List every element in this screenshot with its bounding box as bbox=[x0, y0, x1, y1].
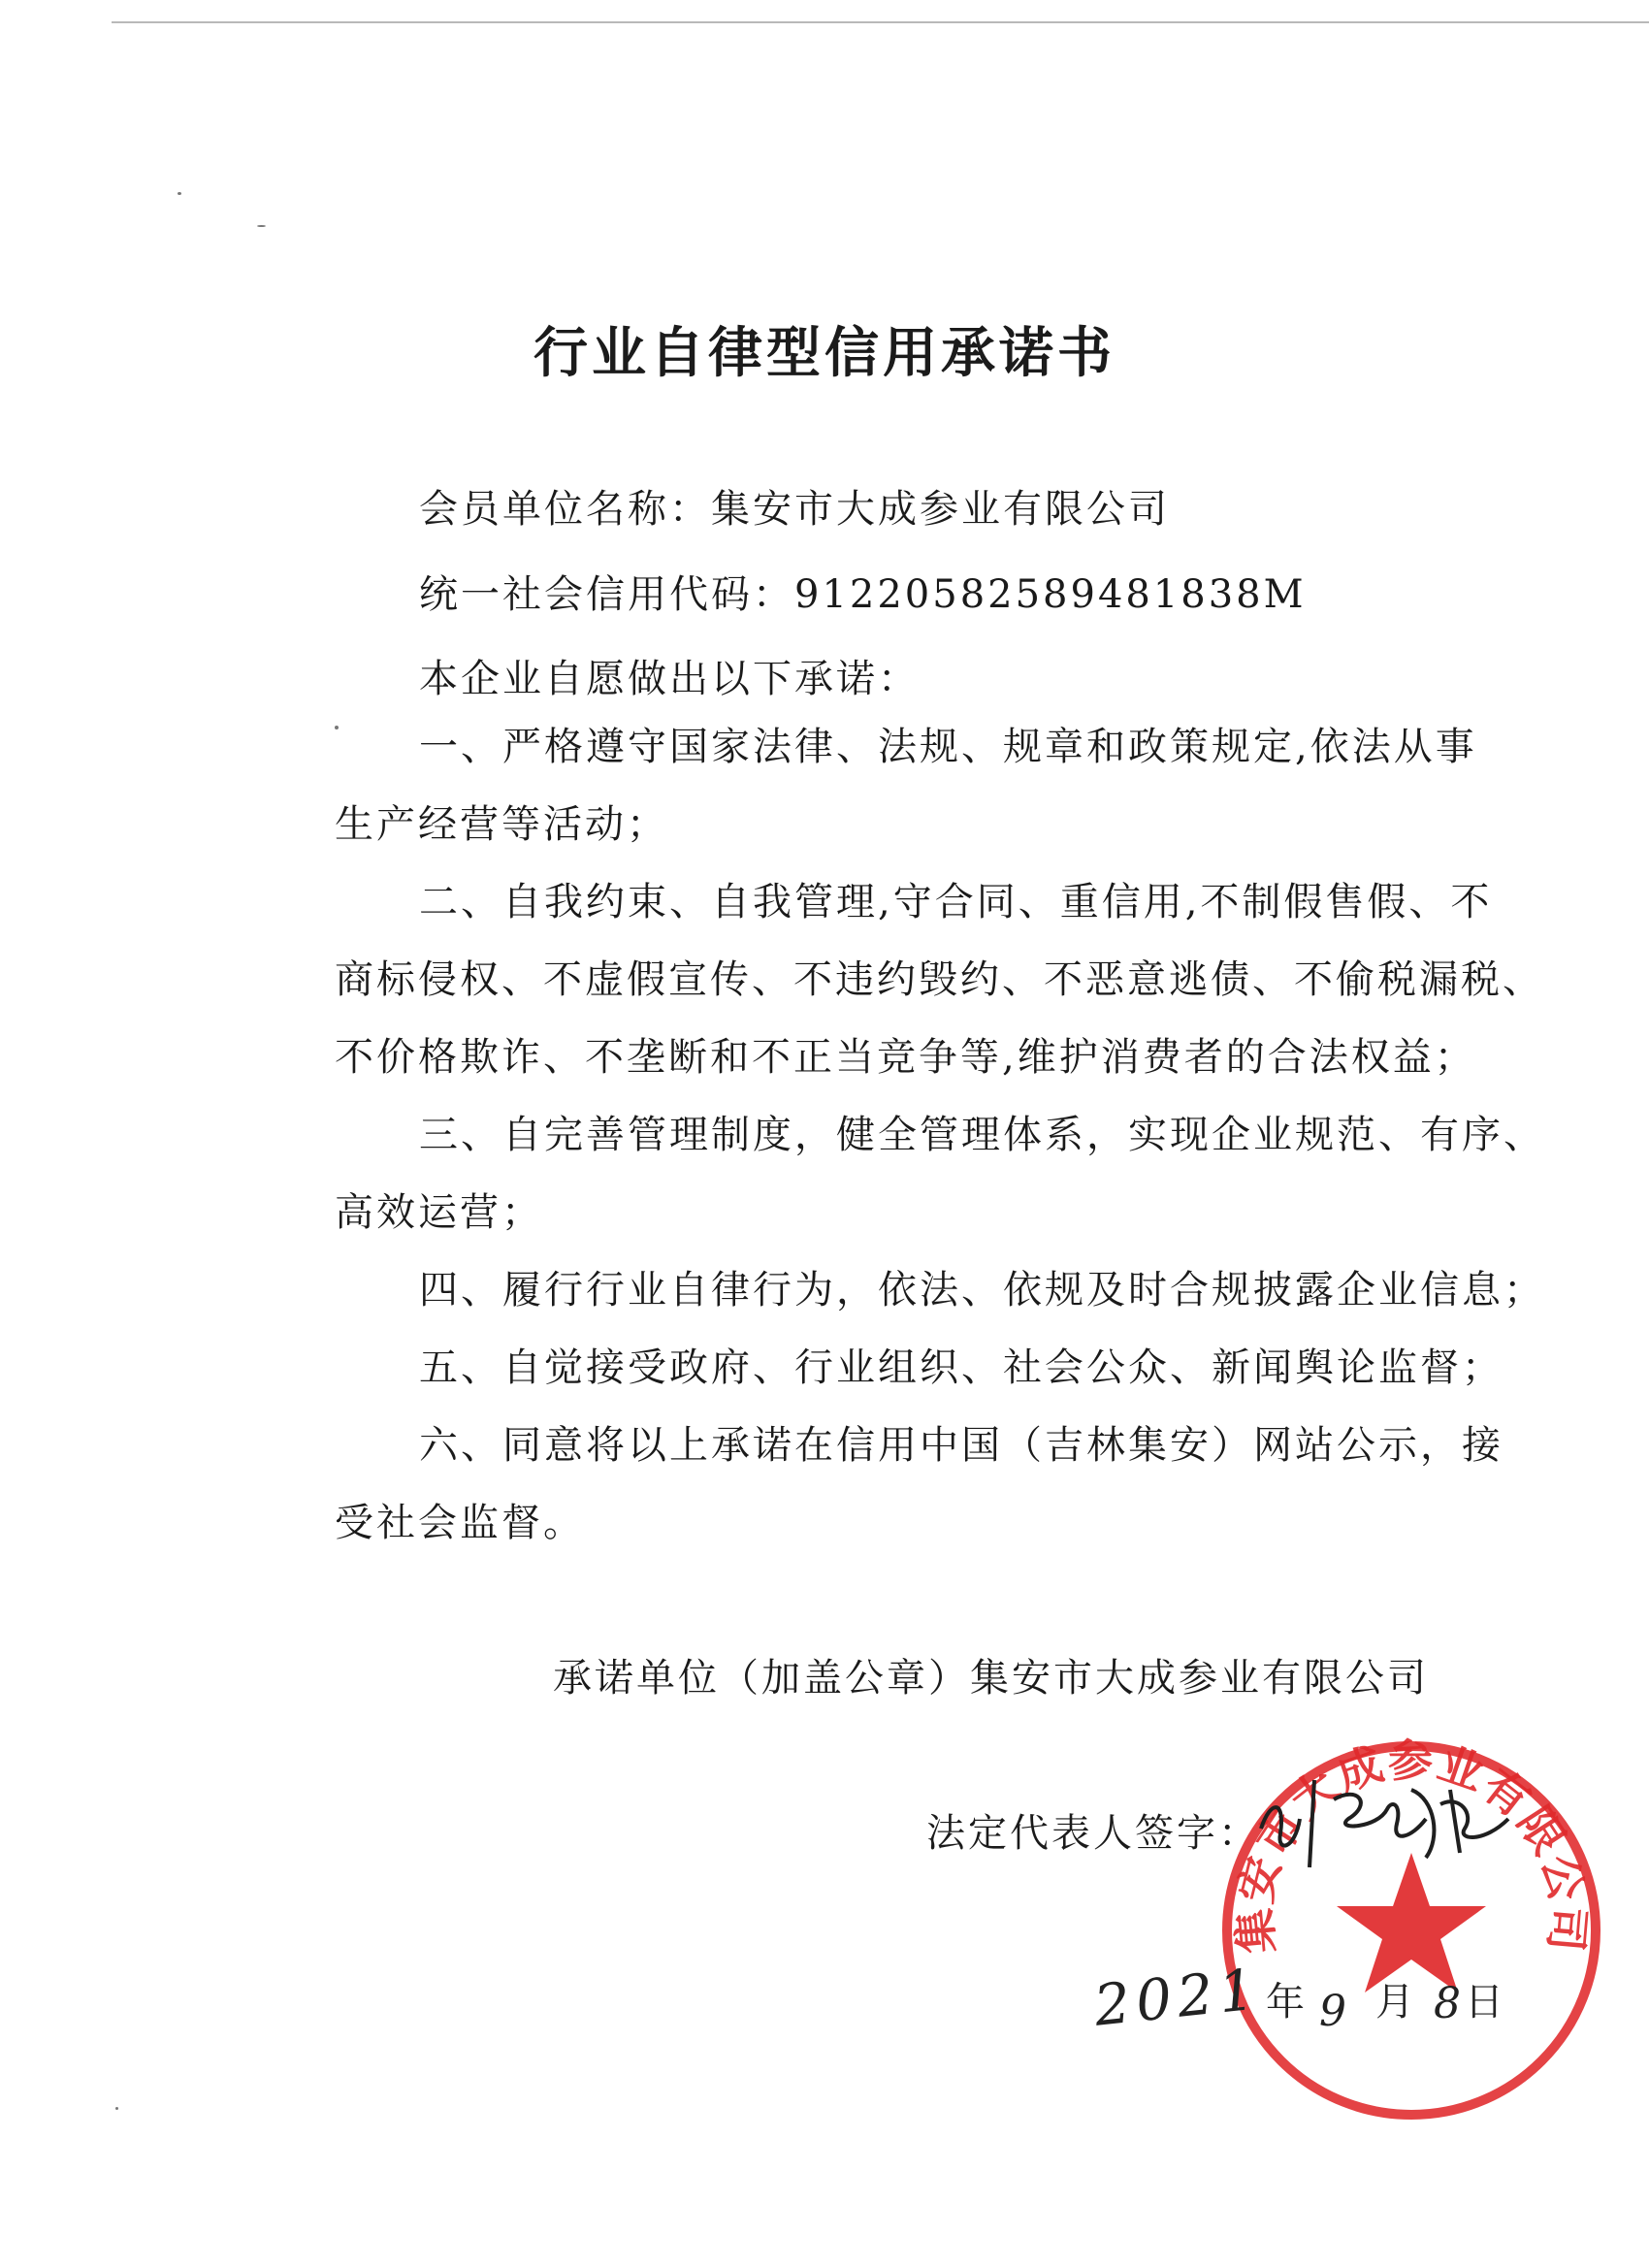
scan-speck bbox=[257, 225, 266, 227]
date-year-unit: 年 bbox=[1266, 1980, 1305, 2025]
scan-speck bbox=[178, 192, 181, 195]
member-unit-line: 会员单位名称：集安市大成参业有限公司 bbox=[419, 487, 1170, 532]
scan-speck bbox=[115, 2107, 118, 2110]
paragraph-line: 六、同意将以上承诺在信用中国（吉林集安）网站公示，接 bbox=[419, 1423, 1504, 1468]
seal-text: 集安市大成参业有限公司 bbox=[1227, 1736, 1596, 1956]
document-title: 行业自律型信用承诺书 bbox=[534, 322, 1116, 385]
date-day-unit: 日 bbox=[1465, 1980, 1504, 2025]
paragraph-line: 一、严格遵守国家法律、法规、规章和政策规定,依法从事 bbox=[419, 725, 1477, 769]
handwritten-signature bbox=[1242, 1761, 1533, 1877]
pledge-unit-line: 承诺单位（加盖公章）集安市大成参业有限公司 bbox=[553, 1656, 1429, 1701]
date-month: 9 bbox=[1319, 1987, 1346, 2036]
paragraph-line: 商标侵权、不虚假宣传、不违约毁约、不恶意逃债、不偷税漏税、 bbox=[335, 957, 1544, 1002]
paragraph-line: 二、自我约束、自我管理,守合同、重信用,不制假售假、不 bbox=[419, 880, 1493, 924]
paragraph-line: 受社会监督。 bbox=[335, 1501, 585, 1545]
paragraph-line: 生产经营等活动； bbox=[335, 802, 668, 847]
paragraph-line: 四、履行行业自律行为，依法、依规及时合规披露企业信息； bbox=[419, 1268, 1545, 1312]
scan-speck bbox=[335, 726, 339, 729]
credit-code-line: 统一社会信用代码：91220582589481838M bbox=[419, 572, 1307, 617]
paragraph-line: 不价格欺诈、不垄断和不正当竞争等,维护消费者的合法权益； bbox=[335, 1035, 1476, 1080]
paragraph-line: 三、自完善管理制度，健全管理体系，实现企业规范、有序、 bbox=[419, 1113, 1545, 1157]
paragraph-line: 五、自觉接受政府、行业组织、社会公众、新闻舆论监督； bbox=[419, 1345, 1504, 1390]
date-year: 2021 bbox=[1090, 1956, 1264, 2039]
paragraph-line: 高效运营； bbox=[335, 1190, 543, 1235]
date-day: 8 bbox=[1434, 1979, 1461, 2028]
scan-top-rule bbox=[112, 21, 1649, 23]
legal-representative-label: 法定代表人签字： bbox=[926, 1811, 1260, 1856]
intro-line: 本企业自愿做出以下承诺： bbox=[419, 657, 920, 701]
date-month-unit: 月 bbox=[1375, 1980, 1414, 2025]
